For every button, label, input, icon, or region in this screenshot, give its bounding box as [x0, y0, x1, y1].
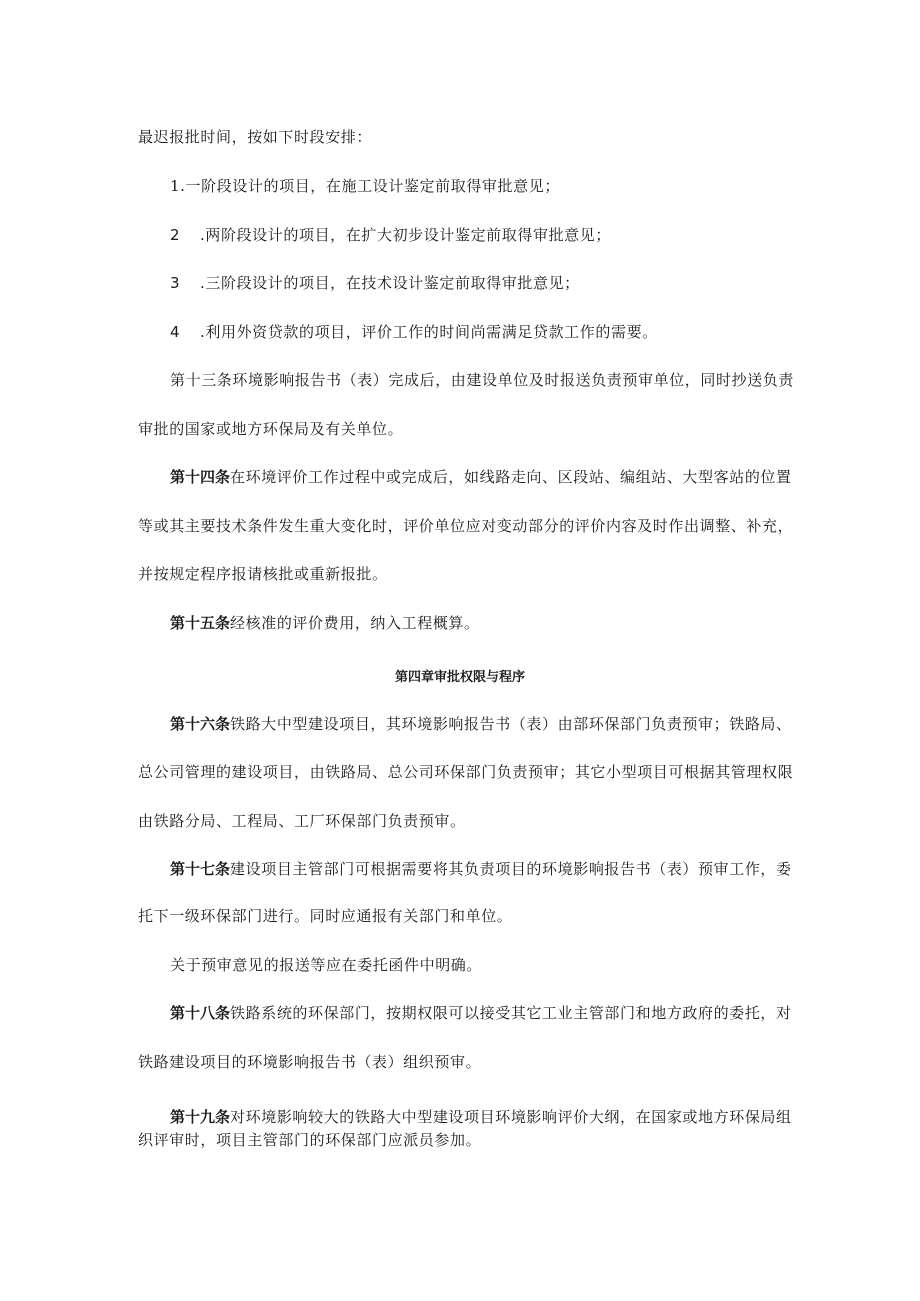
- article-15-line-1: [170, 613, 480, 633]
- list-number: 4: [170, 323, 181, 341]
- article-13-line-1: 第十三条环境影响报告书（表）完成后，由建设单位及时报送负责预审单位，同时抄送负责: [170, 371, 795, 389]
- list-item-3: [170, 273, 580, 293]
- list-number: 3: [170, 274, 181, 292]
- article-title: 第十五条: [170, 614, 231, 632]
- article-16-line-1: [170, 714, 792, 734]
- article-title: 第十九条: [170, 1108, 231, 1126]
- article-14-line-3: 并按规定程序报请核批或重新报批。: [138, 565, 388, 583]
- list-item-2: [170, 225, 611, 245]
- article-17-line-3: 关于预审意见的报送等应在委托函件中明确。: [170, 956, 483, 974]
- article-text: 铁路大中型建设项目，其环境影响报告书（表）由部环保部门负责预审；铁路局、: [230, 715, 792, 733]
- article-17-line-2: 托下一级环保部门进行。同时应通报有关部门和单位。: [138, 907, 513, 925]
- article-19-line-1: [170, 1107, 792, 1127]
- article-14-line-1: [170, 467, 792, 487]
- article-16-line-3: 由铁路分局、工程局、工厂环保部门负责预审。: [138, 812, 466, 830]
- article-17-line-1: [170, 859, 792, 879]
- chapter-heading: 第四章审批权限与程序: [394, 670, 525, 685]
- article-text: 建设项目主管部门可根据需要将其负责项目的环境影响报告书（表）预审工作，委: [230, 860, 792, 878]
- article-title: 第十八条: [170, 1004, 231, 1022]
- list-text: .两阶段设计的项目，在扩大初步设计鉴定前取得审批意见；: [200, 226, 611, 244]
- list-item-1: 1.一阶段设计的项目，在施工设计鉴定前取得审批意见；: [170, 177, 560, 195]
- article-13-line-2: 审批的国家或地方环保局及有关单位。: [138, 420, 404, 438]
- list-text: .利用外资贷款的项目，评价工作的时间尚需满足贷款工作的需要。: [200, 323, 658, 341]
- article-19-line-2: 织评审时，项目主管部门的环保部门应派员参加。: [138, 1131, 482, 1149]
- article-18-line-2: 铁路建设项目的环境影响报告书（表）组织预审。: [138, 1053, 482, 1071]
- article-title: 第十六条: [170, 715, 231, 733]
- list-number: 2: [170, 226, 181, 244]
- article-title: 第十四条: [170, 468, 231, 486]
- article-text: 对环境影响较大的铁路大中型建设项目环境影响评价大纲，在国家或地方环保局组: [230, 1108, 792, 1126]
- article-14-line-2: 等或其主要技术条件发生重大变化时，评价单位应对变动部分的评价内容及时作出调整、补充，: [138, 517, 794, 535]
- list-item-4: [170, 322, 658, 342]
- article-title: 第十七条: [170, 860, 231, 878]
- article-text: 铁路系统的环保部门，按期权限可以接受其它工业主管部门和地方政府的委托，对: [230, 1004, 792, 1022]
- paragraph-line: 最迟报批时间，按如下时段安排：: [138, 128, 373, 146]
- article-text: 经核准的评价费用，纳入工程概算。: [230, 614, 480, 632]
- list-text: .三阶段设计的项目，在技术设计鉴定前取得审批意见；: [200, 274, 580, 292]
- article-18-line-1: [170, 1003, 792, 1023]
- article-text: 在环境评价工作过程中或完成后，如线路走向、区段站、编组站、大型客站的位置: [230, 468, 792, 486]
- article-16-line-2: 总公司管理的建设项目，由铁路局、总公司环保部门负责预审；其它小型项目可根据其管理权限: [138, 763, 794, 781]
